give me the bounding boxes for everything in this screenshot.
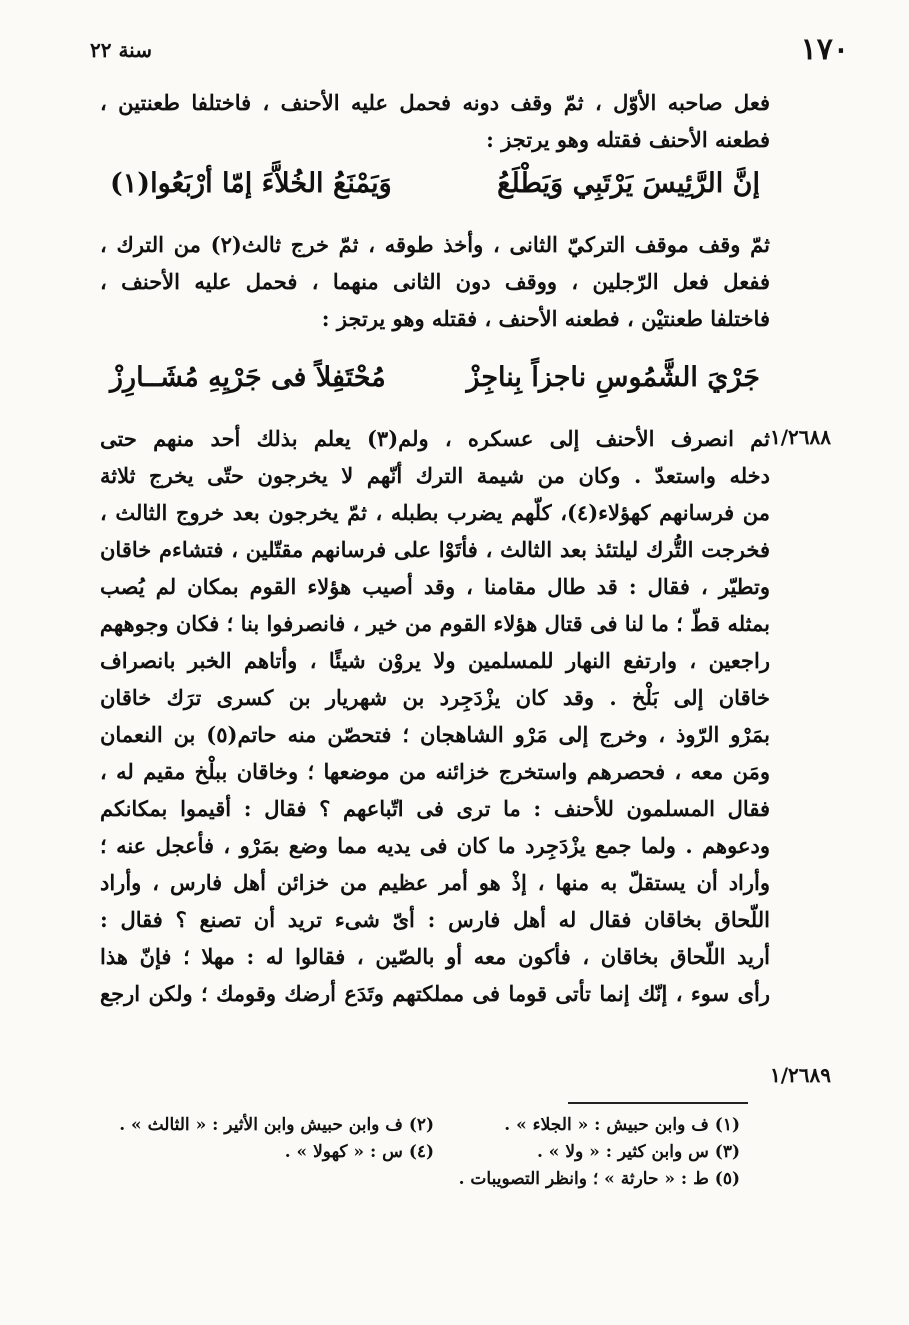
- text-line: أريد اللّحاق بخاقان ، فأكون معه أو بالصّين ، فقالوا له : مهلا ؛ فإنّ هذا: [100, 944, 770, 969]
- text-line: فاختلفا طعنتيْن ، فطعنه الأحنف ، فقتله وهو يرتجز :: [321, 306, 770, 331]
- page-header: [60, 32, 849, 72]
- margin-reference: ١/٢٦٨٨: [770, 425, 832, 449]
- text-line: دخله واستعدّ . وكان من شيمة الترك أنّهم لا يخرجون حتّى يخرج ثلاثة: [100, 463, 770, 488]
- text-line: فخرجت التُّرك ليلتئذ بعد الثالث ، فأتَوْا على فرسانهم مقتّلين ، فتشاءم خاقان: [100, 537, 770, 562]
- paragraph-1: [100, 84, 770, 158]
- paragraph-3: [100, 420, 770, 1012]
- text-line: ومَن معه ، فحصرهم واستخرج خزائنه من موضعها ؛ وخاقان ببلْخ مقيم له ،: [100, 759, 770, 784]
- footnote-row: [100, 1139, 740, 1166]
- footnote-5: (٥) ط : « حارثة » ؛ وانظر التصويبات .: [458, 1169, 740, 1189]
- text-line: فطعنه الأحنف فقتله وهو يرتجز :: [486, 127, 770, 152]
- text-line: ثمّ وقف موقف التركيّ الثانى ، وأخذ طوقه ، ثمّ خرج ثالث(٢) من الترك ،: [100, 232, 770, 257]
- text-line: وأراد أن يستقلّ به منها ، إذْ هو أمر عظيم من خزائن أهل فارس ، وأراد: [100, 870, 770, 895]
- text-line: من فرسانهم كهؤلاء(٤)، كلّهم يضرب بطبله ، ثمّ يخرجون بعد خروج الثالث ،: [100, 500, 770, 525]
- text-line: راجعين ، وارتفع النهار للمسلمين ولا يروْن شيئًا ، وأتاهم الخبر بانصراف: [100, 648, 770, 673]
- text-line: فقال المسلمون للأحنف : ما ترى فى اتّباعهم ؟ فقال : أقيموا بمكانكم: [100, 796, 770, 821]
- verse-2: [110, 362, 760, 393]
- verse-hemistich-right: جَرْيَ الشَّمُوسِ ناجزاً بِناجِزْ: [466, 362, 760, 393]
- text-line: بمثله قطّ ؛ ما لنا فى قتال هؤلاء القوم من خير ، فانصرفوا بنا ؛ فكان وجوههم: [100, 611, 770, 636]
- text-line: فعل صاحبه الأوّل ، ثمّ وقف دونه فحمل عليه الأحنف ، فاختلفا طعنتين ،: [100, 90, 770, 115]
- text-line: بمَرْو الرّوذ ، وخرج إلى مَرْو الشاهجان ؛ فتحصّن منه حاتم(٥) بن النعمان: [100, 722, 770, 747]
- footnote-separator: [568, 1102, 748, 1104]
- footnotes: [100, 1112, 740, 1193]
- footnote-2: (٢) ف وابن حبيش وابن الأثير : « الثالث » .: [119, 1115, 435, 1135]
- text-line: ثم انصرف الأحنف إلى عسكره ، ولم(٣) يعلم بذلك أحد منهم حتى: [100, 426, 770, 451]
- text-line: ففعل فعل الرّجلين ، ووقف دون الثانى منهما ، فحمل عليه الأحنف ،: [100, 269, 770, 294]
- footnote-row: [100, 1166, 740, 1193]
- verse-hemistich-left: وَيَمْنَعُ الخُلاَّءَ إمّا أرْبَعُوا(١): [110, 168, 392, 199]
- text-line: وتطيّر ، فقال : قد طال مقامنا ، وقد أصيب هؤلاء القوم بمكان لم يُصب: [100, 574, 770, 599]
- footnote-row: [100, 1112, 740, 1139]
- footnote-1: (١) ف وابن حبيش : « الجلاء » .: [504, 1115, 740, 1135]
- verse-1: [110, 168, 760, 199]
- running-head-year: سنة ٢٢: [90, 38, 152, 62]
- verse-hemistich-left: مُحْتَفِلاً فى جَرْيِهِ مُشَــارِزْ: [110, 362, 386, 393]
- text-line: خاقان إلى بَلْخ . وقد كان يزْدَجِرد بن شهريار بن كسرى ترَك خاقان: [100, 685, 770, 710]
- text-line: اللّحاق بخاقان فقال له أهل فارس : أىّ شىء تريد أن تصنع ؟ فقال :: [100, 907, 770, 932]
- paragraph-2: [100, 226, 770, 337]
- text-line: رأى سوء ، إنّك إنما تأتى قوما فى مملكتهم وتَدَع أرضك وقومك ؛ ولكن ارجع: [100, 981, 770, 1006]
- footnote-4: (٤) س : « كهولا » .: [284, 1142, 435, 1162]
- margin-reference: ١/٢٦٨٩: [770, 1063, 832, 1087]
- verse-hemistich-right: إنَّ الرَّئِيسَ يَرْتَبِي وَيَطْلَعُ: [497, 168, 760, 199]
- page-number: ١٧٠: [800, 32, 849, 67]
- footnote-3: (٣) س وابن كثير : « ولا » .: [536, 1142, 740, 1162]
- text-line: ودعوهم . ولما جمع يزْدَجِرد ما كان فى يديه مما وضع بمَرْو ، فأعجل عنه ؛: [100, 833, 770, 858]
